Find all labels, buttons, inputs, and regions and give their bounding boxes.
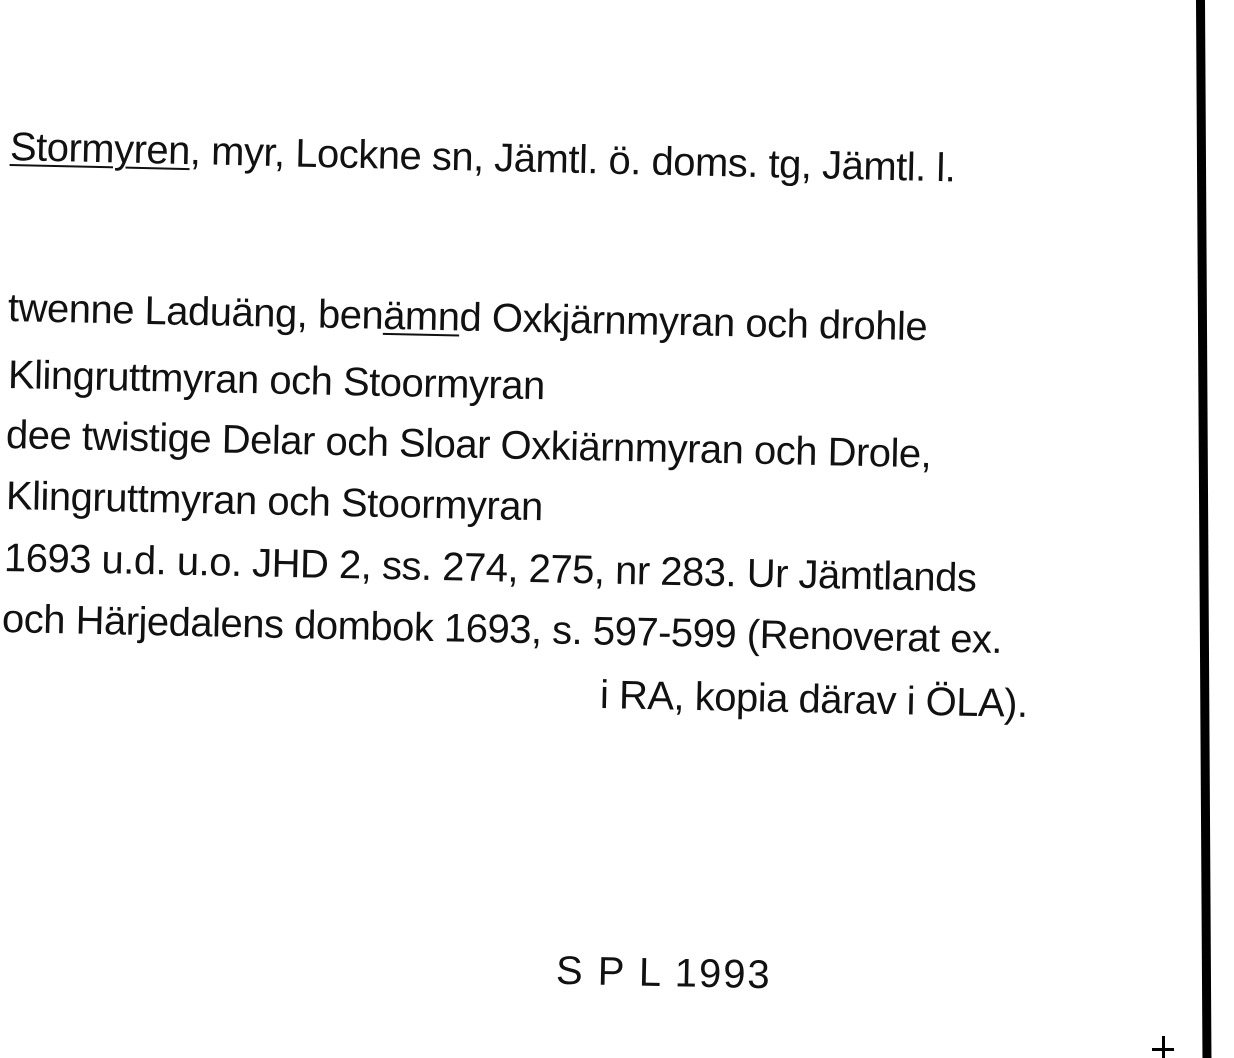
footer-signature: S P L 1993 [555, 948, 773, 998]
entry-heading [9, 124, 955, 191]
card-right-border [1196, 0, 1211, 1058]
quote-line-1-pre: twenne Laduäng, ben [7, 286, 384, 338]
entry-name: Stormyren [9, 125, 191, 174]
quote-line-1-underlined: ämn [382, 293, 460, 340]
crosshair-mark [1152, 1036, 1174, 1058]
quote-line-1-post: d Oxkjärnmyran och drohle [459, 295, 928, 350]
entry-description: , myr, Lockne sn, Jämtl. ö. doms. tg, Jämtl. l. [189, 129, 956, 191]
quote-line-1 [8, 285, 928, 350]
quote-line-4: Klingruttmyran och Stoormyran [5, 474, 544, 530]
source-line-2: och Härjedalens dombok 1693, s. 597-599 (Renoverat ex. [1, 597, 1003, 662]
quote-line-2: Klingruttmyran och Stoormyran [7, 353, 546, 409]
quote-line-3: dee twistige Delar och Sloar Oxkiärnmyran och Drole, [5, 413, 932, 477]
source-line-3: i RA, kopia därav i ÖLA). [599, 673, 1029, 726]
crosshair-vertical [1162, 1036, 1165, 1058]
source-line-1: 1693 u.d. u.o. JHD 2, ss. 274, 275, nr 283. Ur Jämtlands [3, 536, 977, 601]
